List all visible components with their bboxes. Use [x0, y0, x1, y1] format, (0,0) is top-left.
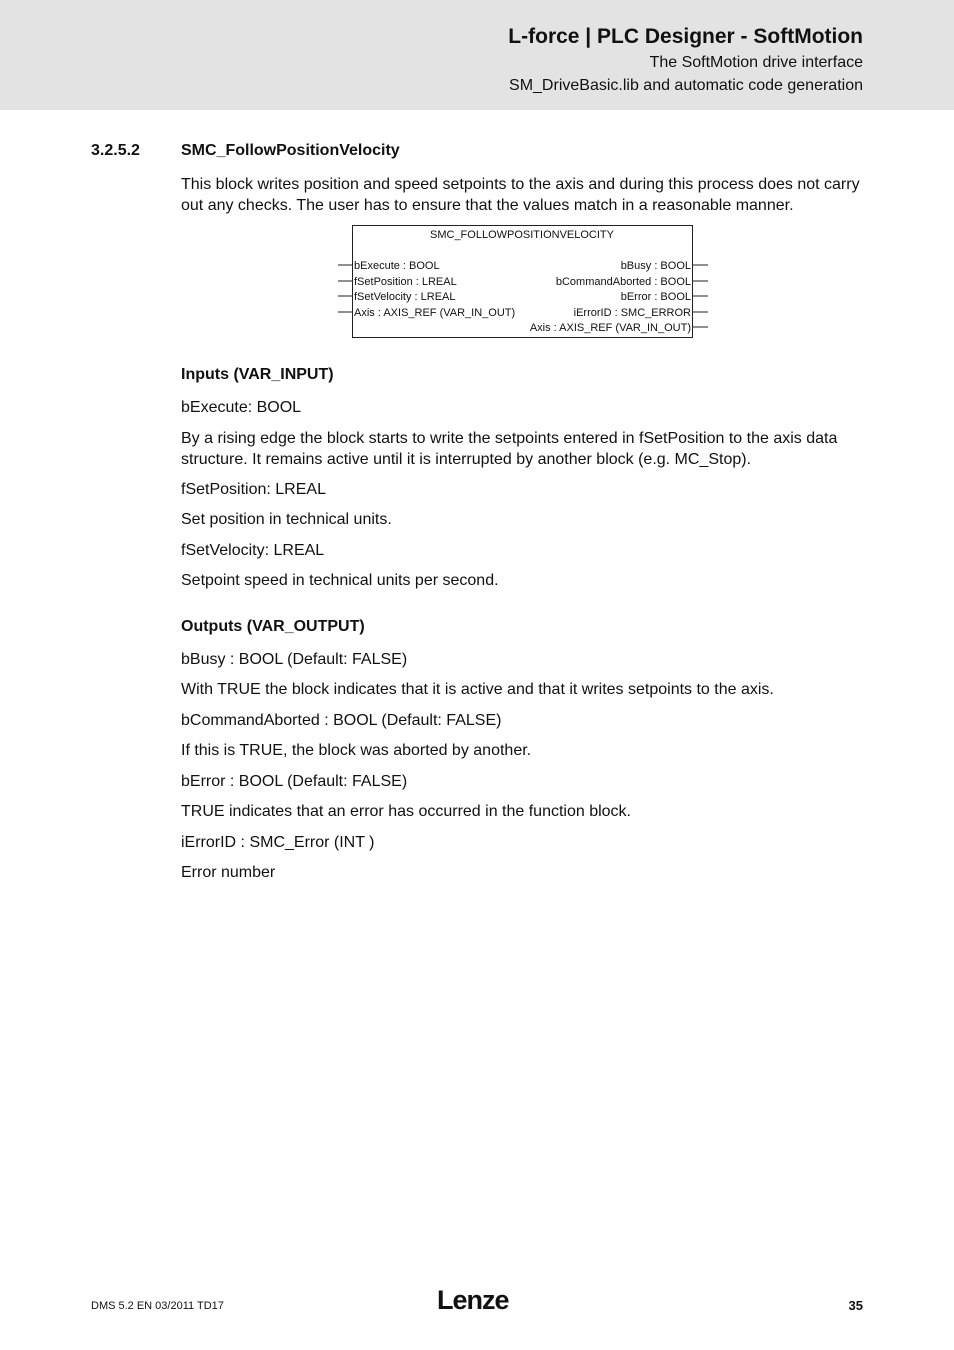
fb-input-bexecute: bExecute : BOOL	[354, 260, 440, 272]
header-subtitle-section: SM_DriveBasic.lib and automatic code generation	[509, 77, 863, 94]
input-description: By a rising edge the block starts to write the setpoints entered in fSetPosition to the axis data structure. It remains active until it is interrupted by another block (e.g. MC_Stop).	[181, 430, 838, 468]
input-signature: bExecute: BOOL	[181, 399, 302, 416]
function-block-diagram	[330, 222, 710, 342]
outputs-heading: Outputs (VAR_OUTPUT)	[181, 618, 365, 635]
output-description: With TRUE the block indicates that it is active and that it writes setpoints to the axis.	[181, 681, 774, 698]
output-description: If this is TRUE, the block was aborted by another.	[181, 742, 532, 759]
input-description: Set position in technical units.	[181, 511, 392, 528]
fb-output-axis: Axis : AXIS_REF (VAR_IN_OUT)	[529, 322, 691, 334]
output-signature: bBusy : BOOL (Default: FALSE)	[181, 651, 408, 668]
function-block-name: SMC_FOLLOWPOSITIONVELOCITY	[430, 229, 614, 241]
fb-input-fsetvelocity: fSetVelocity : LREAL	[354, 291, 456, 303]
fb-input-fsetposition: fSetPosition : LREAL	[354, 276, 457, 288]
output-description: TRUE indicates that an error has occurred in the function block.	[181, 803, 631, 820]
output-signature: bCommandAborted : BOOL (Default: FALSE)	[181, 712, 502, 729]
fb-output-berror: bError : BOOL	[620, 291, 691, 303]
fb-output-ierrorid: iErrorID : SMC_ERROR	[573, 307, 691, 319]
inputs-heading: Inputs (VAR_INPUT)	[181, 366, 334, 383]
footer-doc-id: DMS 5.2 EN 03/2011 TD17	[91, 1300, 224, 1312]
output-signature: iErrorID : SMC_Error (INT )	[181, 834, 375, 851]
page-number: 35	[848, 1298, 863, 1313]
header-band	[0, 0, 954, 110]
header-title: L-force | PLC Designer - SoftMotion	[508, 25, 863, 48]
input-description: Setpoint speed in technical units per second.	[181, 572, 499, 589]
fb-output-bbusy: bBusy : BOOL	[620, 260, 691, 272]
output-description: Error number	[181, 864, 276, 881]
lenze-logo: Lenze	[437, 1285, 509, 1315]
fb-output-bcommandaborted: bCommandAborted : BOOL	[555, 276, 691, 288]
fb-input-axis: Axis : AXIS_REF (VAR_IN_OUT)	[354, 307, 516, 319]
output-signature: bError : BOOL (Default: FALSE)	[181, 773, 408, 790]
section-intro: This block writes position and speed setpoints to the axis and during this process does not carry out any checks. The user has to ensure that the values match in a reasonable manner.	[181, 176, 860, 214]
input-signature: fSetVelocity: LREAL	[181, 542, 325, 559]
header-subtitle-chapter: The SoftMotion drive interface	[649, 54, 863, 71]
section-title: SMC_FollowPositionVelocity	[181, 142, 400, 159]
input-signature: fSetPosition: LREAL	[181, 481, 326, 498]
section-number: 3.2.5.2	[91, 142, 140, 159]
